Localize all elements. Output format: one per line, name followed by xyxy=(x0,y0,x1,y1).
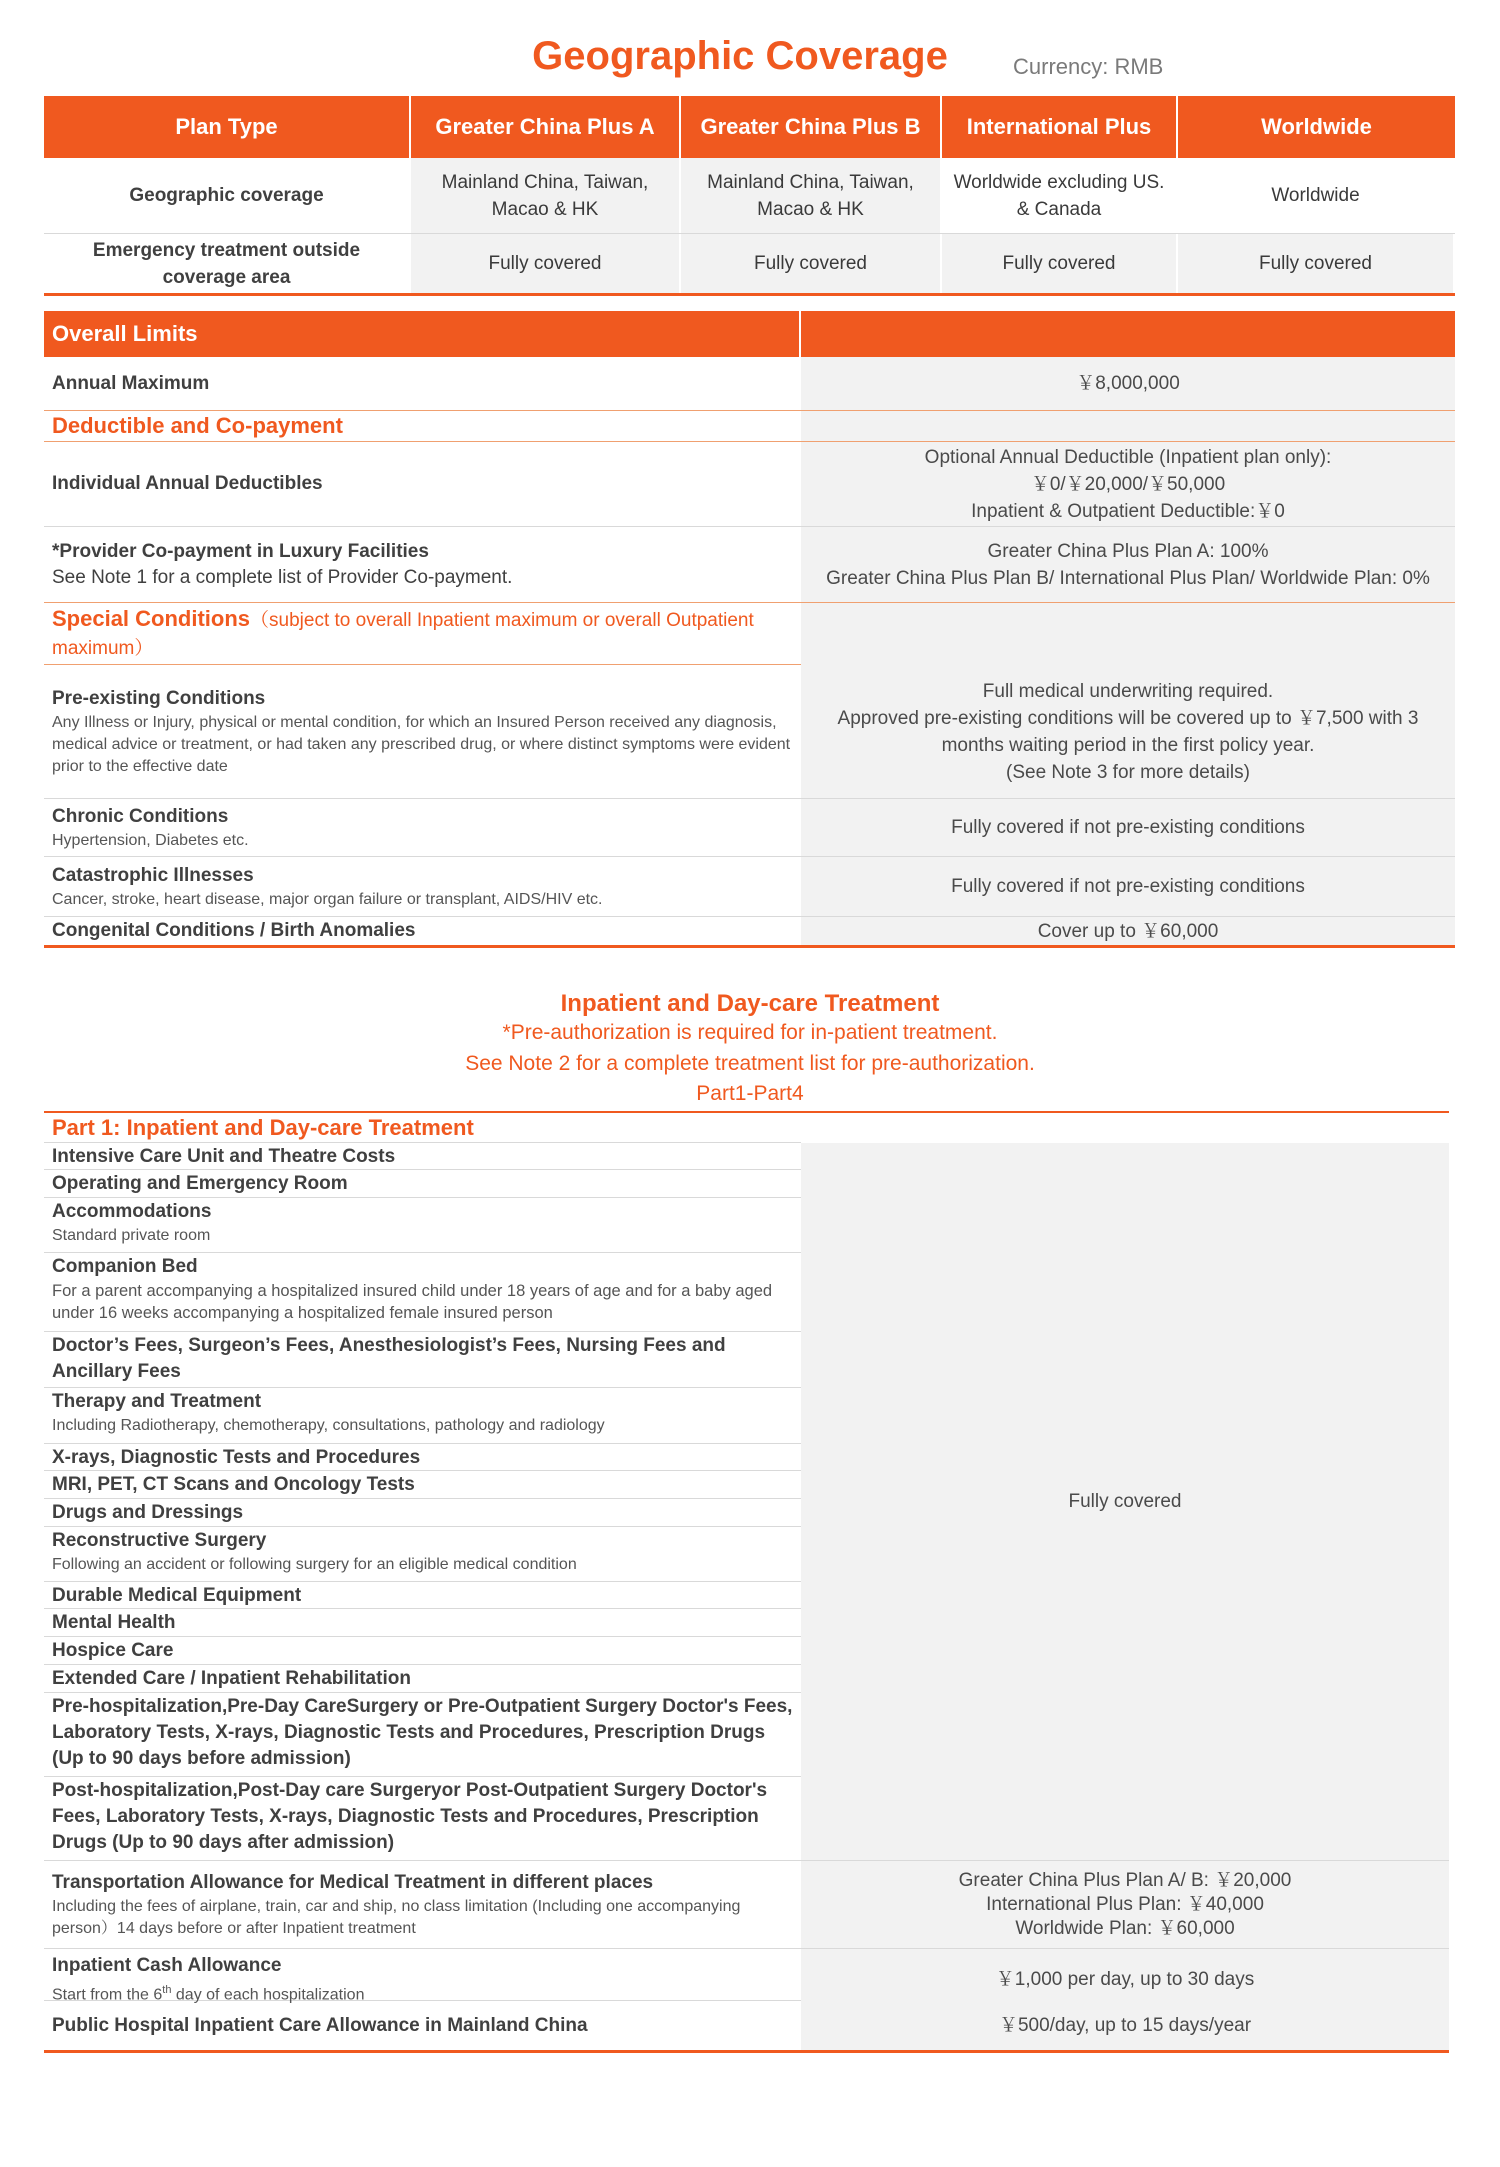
pre-existing-cell xyxy=(44,665,801,798)
special-header-row xyxy=(44,603,1455,665)
item-title: Extended Care / Inpatient Rehabilitation xyxy=(52,1668,411,1689)
cash-desc-pre: Start from the 6 xyxy=(52,1986,163,2004)
public-cell xyxy=(44,2001,801,2050)
item-desc: Standard private room xyxy=(52,1227,211,1244)
table-row xyxy=(44,234,1455,296)
part1-header-row xyxy=(44,1113,801,1143)
provider-copay-note: See Note 1 for a complete list of Provider Co-payment. xyxy=(52,566,513,588)
table-cell: Worldwide xyxy=(1178,158,1455,233)
table-row xyxy=(44,2001,1449,2053)
provider-line: Greater China Plus Plan B/ International Plus Plan/ Worldwide Plan: 0% xyxy=(826,567,1430,589)
item-title: Accommodations xyxy=(52,1201,212,1222)
list-item xyxy=(44,1444,801,1471)
congenital-label: Congenital Conditions / Birth Anomalies xyxy=(52,920,416,941)
deductible-line: Optional Annual Deductible (Inpatient plan only): xyxy=(924,446,1332,468)
item-title: Post-hospitalization,Post-Day care Surgeryor Post-Outpatient Surgery Doctor's Fees, Laboratory Tests, X-rays, Diagnostic Tests and Procedures, Prescription Drugs (Up to 90 days after admission) xyxy=(52,1780,768,1853)
catastrophic-desc: Cancer, stroke, heart disease, major organ failure or transplant, AIDS/HIV etc. xyxy=(52,890,603,908)
table-row xyxy=(44,158,1455,234)
table-row xyxy=(44,857,1455,917)
header-plan-type: Plan Type xyxy=(44,96,411,158)
part1-section xyxy=(44,1111,1449,2053)
row-label: Emergency treatment outside coverage area xyxy=(44,234,411,293)
item-title: Intensive Care Unit and Theatre Costs xyxy=(52,1146,396,1167)
transport-line: International Plus Plan: ￥40,000 xyxy=(986,1893,1264,1915)
pre-existing-line: (See Note 3 for more details) xyxy=(1006,761,1250,783)
annual-max-cell xyxy=(44,357,801,410)
table-row xyxy=(44,799,1455,857)
header-worldwide: Worldwide xyxy=(1261,114,1372,139)
congenital-value: Cover up to ￥60,000 xyxy=(801,917,1455,945)
item-title: Doctor’s Fees, Surgeon’s Fees, Anesthesiologist’s Fees, Nursing Fees and Ancillary Fees xyxy=(52,1335,726,1382)
table-row xyxy=(44,527,1455,603)
special-header-cell xyxy=(44,603,801,666)
chronic-value: Fully covered if not pre-existing conditions xyxy=(801,799,1455,856)
table-row xyxy=(44,1861,1449,1949)
transport-value xyxy=(801,1861,1449,1948)
table-row xyxy=(44,1949,1449,2004)
chronic-desc: Hypertension, Diabetes etc. xyxy=(52,831,249,849)
item-title: MRI, PET, CT Scans and Oncology Tests xyxy=(52,1474,415,1495)
deductible-line: Inpatient & Outpatient Deductible:￥0 xyxy=(971,500,1285,522)
overall-limits-header-blank xyxy=(801,311,1455,357)
list-item xyxy=(44,1665,801,1693)
congenital-cell xyxy=(44,917,801,945)
list-item xyxy=(44,1471,801,1499)
cash-desc-sup: th xyxy=(162,1984,172,1996)
list-item xyxy=(44,1198,801,1253)
deductible-header-cell xyxy=(44,411,801,441)
item-title: Mental Health xyxy=(52,1612,176,1633)
chronic-cell xyxy=(44,799,801,856)
provider-line: Greater China Plus Plan A: 100% xyxy=(987,540,1269,562)
table-row xyxy=(44,442,1455,527)
table-cell: Mainland China, Taiwan, Macao & HK xyxy=(411,158,681,233)
cash-label: Inpatient Cash Allowance xyxy=(52,1955,282,1976)
item-desc: For a parent accompanying a hospitalized insured child under 18 years of age and for a baby aged under 16 weeks accompanying a hospitalized female insured person xyxy=(52,1282,773,1322)
deductible-header: Deductible and Co-payment xyxy=(52,413,343,438)
overall-limits-title: Overall Limits xyxy=(44,311,801,357)
plans-table-header xyxy=(44,96,1455,158)
special-header-title: Special Conditions xyxy=(52,606,251,631)
item-title: Reconstructive Surgery xyxy=(52,1530,267,1551)
item-desc: Including Radiotherapy, chemotherapy, consultations, pathology and radiology xyxy=(52,1417,605,1434)
item-title: Companion Bed xyxy=(52,1256,198,1277)
pre-existing-line: Approved pre-existing conditions will be covered up to ￥7,500 with 3 months waiting period in the first policy year. xyxy=(837,707,1419,756)
item-title: X-rays, Diagnostic Tests and Procedures xyxy=(52,1447,421,1468)
catastrophic-cell xyxy=(44,857,801,916)
table-cell: Mainland China, Taiwan, Macao & HK xyxy=(681,158,942,233)
cash-desc-post: day of each hospitalization xyxy=(171,1986,365,2004)
list-item xyxy=(44,1499,801,1527)
row-label: Geographic coverage xyxy=(44,158,411,233)
deductible-header-blank xyxy=(801,411,1455,441)
list-item xyxy=(44,1253,801,1332)
inpatient-note-1: *Pre-authorization is required for in-patient treatment. xyxy=(502,1021,998,1044)
transport-desc: Including the fees of airplane, train, car and ship, no class limitation (Including one accompanying person）14 days before or after Inpatient treatment xyxy=(52,1897,741,1937)
header-greater-china-a: Greater China Plus A xyxy=(411,96,681,158)
deductible-header-row xyxy=(44,411,1455,442)
public-value: ￥500/day, up to 15 days/year xyxy=(801,2001,1449,2050)
item-title: Pre-hospitalization,Pre-Day CareSurgery or Pre-Outpatient Surgery Doctor's Fees, Laboratory Tests, X-rays, Diagnostic Tests and Procedures, Prescription Drugs (Up to 90 days before admission) xyxy=(52,1696,793,1769)
inpatient-title: Inpatient and Day-care Treatment xyxy=(560,990,940,1017)
provider-copay-label: *Provider Co-payment in Luxury Facilities xyxy=(52,540,429,562)
item-desc: Following an accident or following surgery for an eligible medical condition xyxy=(52,1556,577,1573)
part1-header: Part 1: Inpatient and Day-care Treatment xyxy=(52,1114,474,1140)
table-row xyxy=(44,665,1455,799)
pre-existing-desc: Any Illness or Injury, physical or mental condition, for which an Insured Person received any diagnosis, medical advice or treatment, or had taken any prescribed drug, or where distinct symptoms were evident prior to the effective date xyxy=(52,713,791,775)
currency-label: Currency: RMB xyxy=(1013,54,1164,79)
item-title: Hospice Care xyxy=(52,1640,174,1661)
list-item xyxy=(44,1609,801,1637)
overall-limits-header xyxy=(44,311,1455,357)
table-cell: Fully covered xyxy=(411,234,681,293)
annual-max-value: ￥8,000,000 xyxy=(801,357,1455,410)
individual-deductible-label: Individual Annual Deductibles xyxy=(52,473,323,494)
list-item xyxy=(44,1170,801,1198)
list-item xyxy=(44,1693,801,1777)
table-cell: Fully covered xyxy=(942,234,1178,293)
plans-table xyxy=(44,96,1455,296)
list-item xyxy=(44,1388,801,1444)
part1-covered-value: Fully covered xyxy=(801,1143,1449,1861)
part1-block xyxy=(44,1113,1449,1861)
header-international-plus: International Plus xyxy=(942,96,1178,158)
list-item xyxy=(44,1143,801,1170)
provider-label-cell xyxy=(44,527,801,602)
overall-limits-section xyxy=(44,311,1455,948)
pre-existing-line: Full medical underwriting required. xyxy=(982,680,1274,702)
pre-existing-label: Pre-existing Conditions xyxy=(52,687,266,709)
table-row xyxy=(44,917,1455,948)
transport-line: Greater China Plus Plan A/ B: ￥20,000 xyxy=(958,1869,1292,1891)
list-item xyxy=(44,1637,801,1665)
transport-label: Transportation Allowance for Medical Treatment in different places xyxy=(52,1871,654,1893)
special-header-blank xyxy=(801,603,1455,666)
list-item xyxy=(44,1582,801,1609)
chronic-label: Chronic Conditions xyxy=(52,805,229,827)
provider-copay-value xyxy=(801,527,1455,602)
part1-list xyxy=(44,1113,801,1861)
pre-existing-value xyxy=(801,665,1455,798)
list-item xyxy=(44,1527,801,1582)
table-cell: Worldwide excluding US. & Canada xyxy=(942,158,1178,233)
list-item xyxy=(44,1332,801,1388)
item-title: Operating and Emergency Room xyxy=(52,1173,348,1194)
table-row xyxy=(44,357,1455,411)
header-greater-china-b: Greater China Plus B xyxy=(681,96,942,158)
transport-cell xyxy=(44,1861,801,1948)
special-header xyxy=(52,606,793,662)
deductible-label-cell xyxy=(44,442,801,526)
page-title: Geographic Coverage xyxy=(532,34,948,78)
inpatient-note-2: See Note 2 for a complete treatment list for pre-authorization. xyxy=(465,1052,1035,1075)
item-title: Drugs and Dressings xyxy=(52,1502,244,1523)
item-title: Durable Medical Equipment xyxy=(52,1585,302,1606)
transport-line: Worldwide Plan: ￥60,000 xyxy=(1015,1917,1235,1939)
table-cell: Fully covered xyxy=(1178,234,1455,293)
item-title: Therapy and Treatment xyxy=(52,1391,262,1412)
list-item xyxy=(44,1777,801,1861)
catastrophic-value: Fully covered if not pre-existing conditions xyxy=(801,857,1455,916)
cash-value: ￥1,000 per day, up to 30 days xyxy=(801,1949,1449,2010)
table-cell: Fully covered xyxy=(681,234,942,293)
catastrophic-label: Catastrophic Illnesses xyxy=(52,864,254,886)
individual-deductible-value xyxy=(801,442,1455,526)
annual-max-label: Annual Maximum xyxy=(52,372,210,394)
special-header-note: （subject to overall Inpatient maximum or overall Outpatient maximum） xyxy=(52,610,754,659)
inpatient-note-3: Part1-Part4 xyxy=(696,1082,804,1105)
public-label: Public Hospital Inpatient Care Allowance in Mainland China xyxy=(52,2014,588,2036)
deductible-line: ￥0/￥20,000/￥50,000 xyxy=(1030,473,1226,495)
